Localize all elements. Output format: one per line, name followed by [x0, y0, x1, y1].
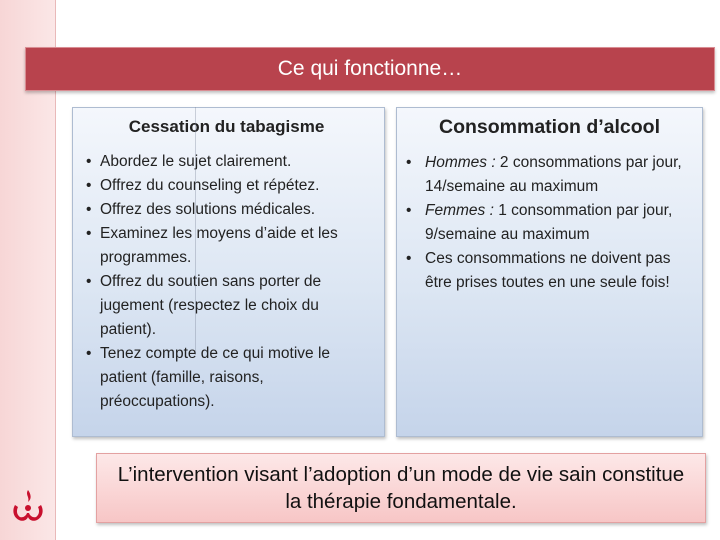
alcohol-consumption-panel [396, 107, 703, 437]
bullet: • [86, 153, 92, 170]
list-item-text: Offrez du soutien sans porter de jugement (respectez le choix du patient). [100, 273, 322, 338]
list-item-text: Ces consommations ne doivent pas être prises toutes en une seule fois! [425, 250, 671, 291]
bullet: • [406, 154, 412, 171]
conclusion-text: L’intervention visant l’adoption d’un mode de vie sain constitue la thérapie fondamentale. [117, 463, 685, 513]
bullet: • [86, 273, 92, 290]
list-item-text: Offrez des solutions médicales. [100, 201, 316, 218]
smoking-cessation-heading: Cessation du tabagisme [128, 117, 325, 136]
bullet: • [406, 202, 412, 219]
list-item [397, 199, 702, 247]
guide-line [195, 107, 196, 355]
list-item-text: 2 consommations par jour, 14/semaine au maximum [425, 154, 682, 195]
list-item [73, 222, 384, 270]
bullet: • [86, 225, 92, 242]
smoking-cessation-list [73, 150, 384, 414]
bullet: • [406, 250, 412, 267]
list-item-text: 1 consommation par jour, 9/semaine au maximum [425, 202, 673, 243]
alcohol-consumption-list [397, 151, 702, 295]
list-item-text: Examinez les moyens d’aide et les programmes. [100, 225, 338, 266]
list-item-lead: Femmes : [425, 202, 494, 219]
list-item [73, 198, 384, 222]
list-item [73, 150, 384, 174]
smoking-cessation-panel [72, 107, 385, 437]
list-item-text: Offrez du counseling et répétez. [100, 177, 320, 194]
list-item-text: Tenez compte de ce qui motive le patient (famille, raisons, préoccupations). [100, 345, 331, 410]
heart-flame-logo-icon [8, 486, 48, 526]
conclusion-box [96, 453, 706, 523]
list-item-lead: Hommes : [425, 154, 496, 171]
list-item [397, 151, 702, 199]
slide-title: Ce qui fonctionne… [277, 57, 463, 80]
list-item [397, 247, 702, 295]
bullet: • [86, 201, 92, 218]
list-item [73, 270, 384, 342]
bullet: • [86, 345, 92, 362]
bullet: • [86, 177, 92, 194]
list-item [73, 174, 384, 198]
list-item [73, 342, 384, 414]
list-item-text: Abordez le sujet clairement. [100, 153, 292, 170]
slide-title-bar [25, 47, 715, 91]
alcohol-consumption-heading: Consommation d’alcool [438, 116, 660, 138]
